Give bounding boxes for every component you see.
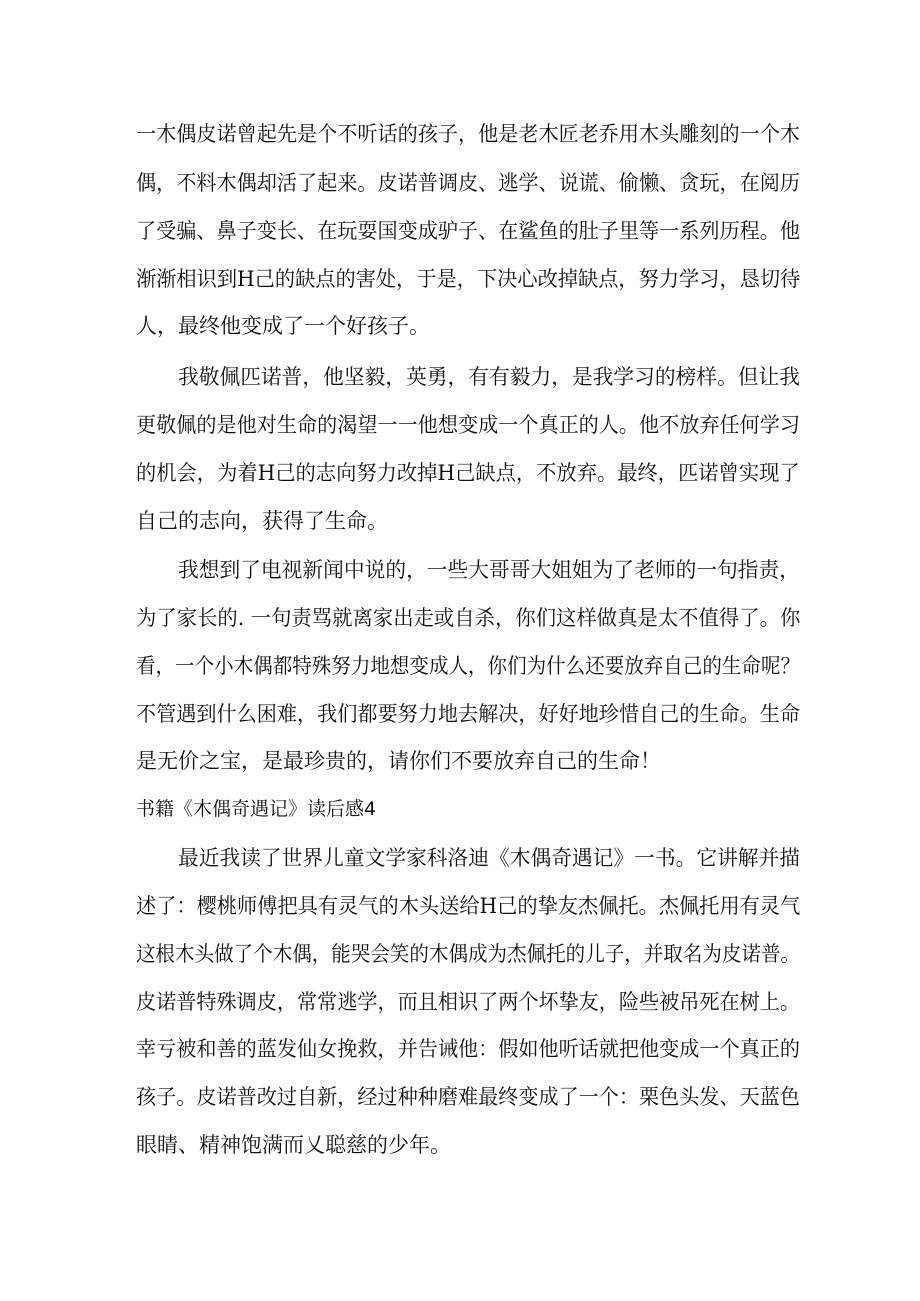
text-line: 渐渐相识到H己的缺点的害处，于是，下决心改掉缺点，努力学习，恳切待 [136, 267, 801, 291]
text-line: 这根木头做了个木偶，能哭会笑的木偶成为杰佩托的儿子，并取名为皮诺普。 [136, 942, 801, 966]
text-line: 看，一个小木偶都特殊努力地想变成人，你们为什么还要放弃自己的生命呢？ [136, 654, 801, 678]
text-line: 最近我读了世界儿童文学家科洛迪《木偶奇遇记》一书。它讲解并描 [178, 846, 800, 870]
text-line: 的机会，为着H己的志向努力改掉H己缺点，不放弃。最终，匹诺曾实现了 [136, 461, 800, 485]
section-heading: 书籍《木偶奇遇记》读后感4 [136, 798, 377, 820]
text-line: 是无价之宝，是最珍贵的，请你们不要放弃自己的生命！ [136, 749, 661, 773]
text-line: 皮诺普特殊调皮，常常逃学，而且相识了两个坏挚友，险些被吊死在树上。 [136, 990, 801, 1014]
text-line: 为了家长的. 一句责骂就离家出走或自杀，你们这样做真是太不值得了。你 [136, 606, 801, 630]
text-line: 眼睛、精神饱满而乂聪慈的少年。 [136, 1133, 451, 1157]
text-line: 我敬佩匹诺普，他坚毅，英勇，有有毅力，是我学习的榜样。但让我 [178, 365, 800, 389]
text-line: 幸亏被和善的蓝发仙女挽救，并告诫他：假如他听话就把他变成一个真正的 [136, 1037, 801, 1061]
text-line: 了受骗、鼻子变长、在玩耍国变成驴子、在鲨鱼的肚子里等一系列历程。他 [136, 219, 801, 243]
text-line: 偶，不料木偶却活了起来。皮诺普调皮、逃学、说谎、偷懒、贪玩，在阅历 [136, 171, 801, 195]
text-line: 孩子。皮诺普改过自新，经过种种磨难最终变成了一个：栗色头发、天蓝色 [136, 1085, 801, 1109]
text-line: 自己的志向，获得了生命。 [136, 509, 388, 533]
text-line: 一木偶皮诺曾起先是个不听话的孩子，他是老木匠老乔用木头雕刻的一个木 [136, 122, 801, 146]
text-line: 更敬佩的是他对生命的渴望一一他想变成一个真正的人。他不放弃任何学习 [136, 413, 801, 437]
text-line: 述了：樱桃师傅把具有灵气的木头送给H己的挚友杰佩托。杰佩托用有灵气 [136, 894, 801, 918]
text-line: 我想到了电视新闻中说的，一些大哥哥大姐姐为了老师的一句指责， [178, 558, 800, 582]
text-line: 人，最终他变成了一个好孩子。 [136, 314, 430, 338]
text-line: 不管遇到什么困难，我们都要努力地去解决，好好地珍惜自己的生命。生命 [136, 702, 801, 726]
